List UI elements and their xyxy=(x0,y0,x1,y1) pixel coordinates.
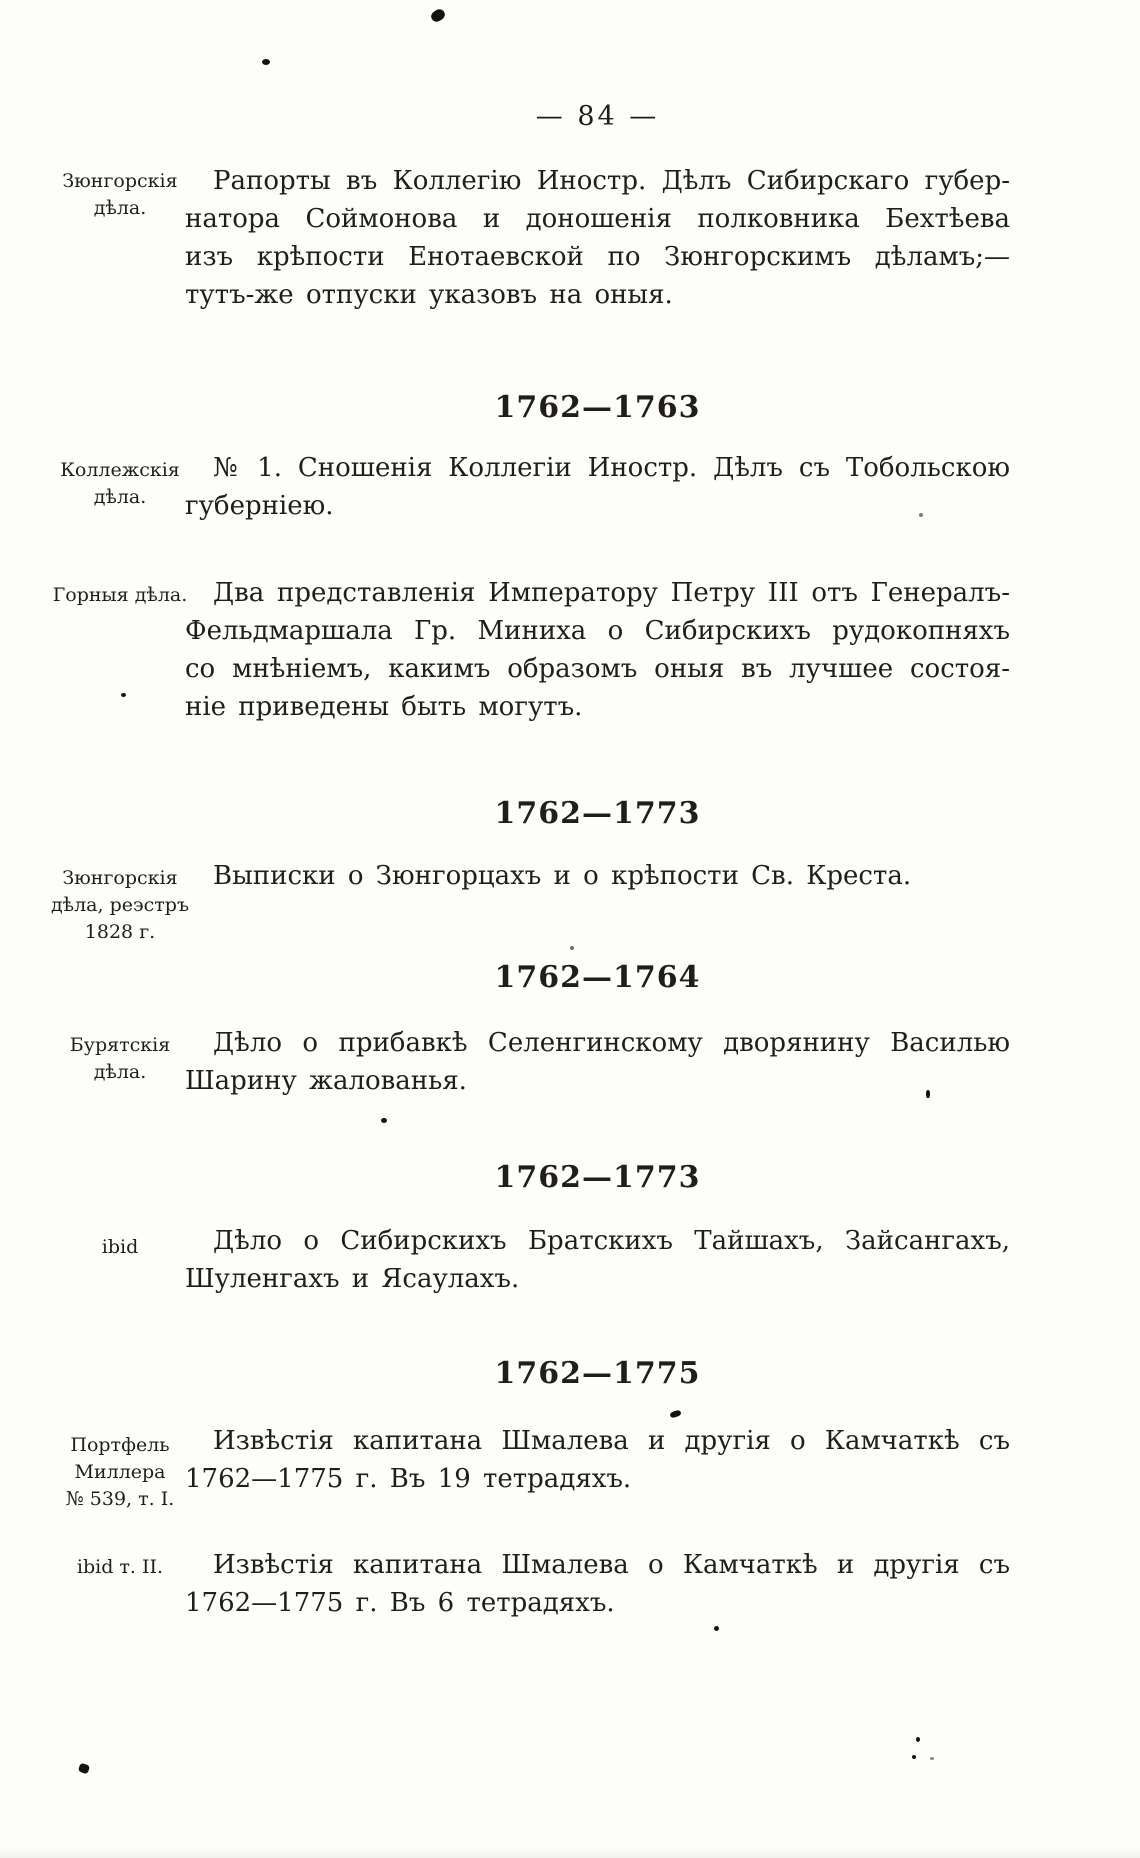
margin-note-line: Миллера xyxy=(74,1461,166,1483)
margin-note xyxy=(40,457,200,511)
entry-text xyxy=(185,1422,1010,1498)
margin-note-line: дѣла. xyxy=(93,197,147,219)
text-line: натора Соймонова и доношенія полковника Бехтѣева xyxy=(185,204,1010,234)
entry-text xyxy=(185,1222,1010,1298)
ink-speck xyxy=(429,7,447,24)
text-line: Два представленія Императору Петру III отъ Генералъ- xyxy=(213,578,1010,608)
entry-text xyxy=(185,857,1010,895)
text-line: Дѣло о прибавкѣ Селенгинскому дворянину Василью xyxy=(213,1028,1010,1058)
text-line: тутъ-же отпуски указовъ на оныя. xyxy=(185,280,673,310)
page-number: — 84 — xyxy=(535,101,660,132)
margin-note-line: дѣла. xyxy=(93,486,147,508)
margin-note-line: 1828 г. xyxy=(84,921,156,943)
margin-note xyxy=(40,1554,200,1581)
text-line: 1762—1775 г. Въ 19 тетрадяхъ. xyxy=(185,1464,632,1494)
margin-note-line: Зюнгорскія xyxy=(62,867,178,889)
ink-speck xyxy=(912,1755,916,1759)
text-line: Рапорты въ Коллегію Иностр. Дѣлъ Сибирскаго губер- xyxy=(213,166,1010,196)
ink-speck xyxy=(381,1118,387,1123)
margin-note xyxy=(40,1432,200,1513)
margin-note-line: Бурятскія xyxy=(69,1034,171,1056)
margin-note-line: дѣла. xyxy=(93,1061,147,1083)
text-line: Шуленгахъ и Ясаулахъ. xyxy=(185,1264,520,1294)
margin-note xyxy=(40,582,200,609)
year-range-heading-1: 1762—1763 xyxy=(494,390,701,425)
margin-note-line: дѣла, реэстръ xyxy=(50,894,190,916)
text-line: Шарину жалованья. xyxy=(185,1066,467,1096)
margin-note-line: Коллежскія xyxy=(60,459,180,481)
margin-note xyxy=(40,865,200,946)
text-line: Дѣло о Сибирскихъ Братскихъ Тайшахъ, Зайсангахъ, xyxy=(213,1226,1010,1256)
ink-speck xyxy=(570,946,574,950)
margin-note-line: Горныя дѣла. xyxy=(52,584,188,606)
year-range-heading-3: 1762—1764 xyxy=(494,960,701,995)
text-line: Извѣстія капитана Шмалева и другія о Камчаткѣ съ xyxy=(213,1426,1010,1456)
margin-note-line: Портфель xyxy=(70,1434,170,1456)
text-line: со мнѣніемъ, какимъ образомъ оныя въ лучшее состоя- xyxy=(185,654,1010,684)
margin-note-line: ibid т. II. xyxy=(76,1556,164,1578)
margin-note-line: Зюнгорскія xyxy=(62,170,178,192)
text-line: губерніею. xyxy=(185,491,334,521)
entry-text xyxy=(185,449,1010,525)
ink-speck xyxy=(916,1737,920,1742)
text-line: 1762—1775 г. Въ 6 тетрадяхъ. xyxy=(185,1588,615,1618)
ink-speck xyxy=(262,59,270,65)
entry-text xyxy=(185,1546,1010,1622)
ink-speck xyxy=(930,1757,934,1760)
ink-speck xyxy=(919,513,923,517)
margin-note-line: № 539, т. I. xyxy=(65,1488,175,1510)
text-line: ніе приведены быть могутъ. xyxy=(185,692,583,722)
ink-speck xyxy=(926,1090,930,1098)
text-line: Извѣстія капитана Шмалева о Камчаткѣ и другія съ xyxy=(213,1550,1010,1580)
ink-speck xyxy=(714,1626,719,1631)
text-line: Фельдмаршала Гр. Миниха о Сибирскихъ рудокопняхъ xyxy=(185,616,1010,646)
year-range-heading-5: 1762—1775 xyxy=(494,1356,701,1391)
year-range-heading-2: 1762—1773 xyxy=(494,796,701,831)
text-line: изъ крѣпости Енотаевской по Зюнгорскимъ дѣламъ;— xyxy=(185,242,1010,272)
text-line: Выписки о Зюнгорцахъ и о крѣпости Св. Креста. xyxy=(213,861,912,891)
ink-speck xyxy=(121,693,126,697)
scan-bottom-edge xyxy=(0,1848,1140,1858)
margin-note xyxy=(40,168,200,222)
entry-text xyxy=(185,162,1010,314)
margin-note-line: ibid xyxy=(101,1236,139,1258)
entry-text xyxy=(185,1024,1010,1100)
margin-note xyxy=(40,1032,200,1086)
ink-speck xyxy=(78,1763,90,1775)
margin-note xyxy=(40,1234,200,1261)
entry-text xyxy=(185,574,1010,726)
text-line: № 1. Сношенія Коллегіи Иностр. Дѣлъ съ Тобольскою xyxy=(213,453,1010,483)
ink-speck xyxy=(669,1409,681,1418)
year-range-heading-4: 1762—1773 xyxy=(494,1160,701,1195)
